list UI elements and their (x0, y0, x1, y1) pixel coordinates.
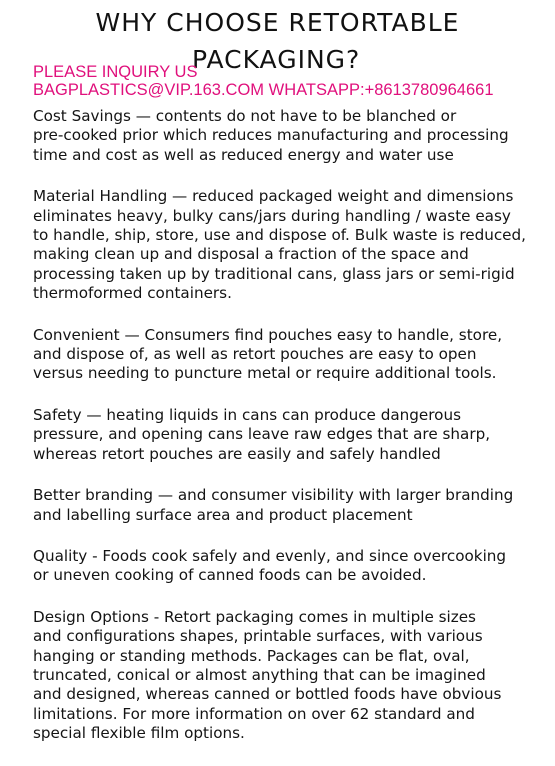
inquiry-label: PLEASE INQUIRY US (33, 63, 198, 81)
paragraph-quality: Quality - Foods cook safely and evenly, and since overcooking or uneven cooking of canned foods can be avoided. (33, 546, 507, 585)
paragraph-material-handling: Material Handling — reduced packaged weight and dimensions eliminates heavy, bulky cans/jars during handling / waste easy to handle, ship, store, use and dispose of. Bulk waste is reduced, making clean up and disposal a fraction of the space and processing taken up by traditional cans, glass jars or semi-rigid thermoformed containers. (33, 187, 526, 303)
page-title-line-2: PACKAGING? (192, 45, 361, 74)
paragraph-better-branding: Better branding — and consumer visibility with larger branding and labelling surface area and product placement (33, 486, 514, 524)
paragraph-convenient: Convenient — Consumers find pouches easy to handle, store, and dispose of, as well as retort pouches are easy to open versus needing to puncture metal or require additional tools. (33, 325, 503, 383)
contact-info: BAGPLASTICS@VIP.163.COM WHATSAPP:+8613780964661 (33, 81, 494, 99)
benefits-list (33, 107, 538, 766)
paragraph-design-options: Design Options - Retort packaging comes in multiple sizes and configurations shapes, printable surfaces, with various hanging or standing methods. Packages can be flat, oval, truncated, conical or almost anything that can be imagined and designed, whereas canned or bottled foods have obvious limitations. For more information on over 62 standard and special flexible film options. (33, 607, 502, 743)
paragraph-cost-savings: Cost Savings — contents do not have to be blanched or pre-cooked prior which reduces manufacturing and processing time and cost as well as reduced energy and water use (33, 107, 509, 164)
page-title-line-1: WHY CHOOSE RETORTABLE (95, 8, 460, 37)
paragraph-safety: Safety — heating liquids in cans can produce dangerous pressure, and opening cans leave raw edges that are sharp, whereas retort pouches are easily and safely handled (33, 405, 491, 463)
